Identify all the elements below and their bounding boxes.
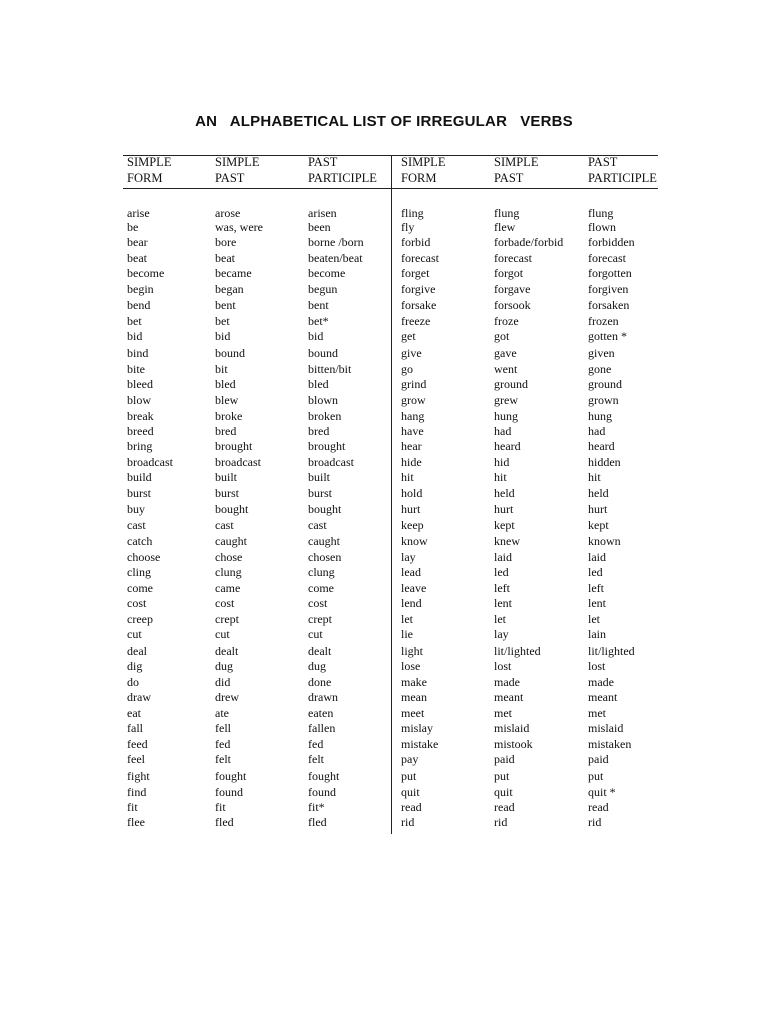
left-simple-form-cell: cut (127, 627, 142, 641)
left-simple-past-cell: cast (215, 518, 234, 532)
right-simple-form-cell: have (401, 424, 424, 438)
left-past-participle-cell: done (308, 675, 332, 689)
right-simple-form-cell: grind (401, 377, 427, 391)
right-past-participle-cell: had (588, 424, 606, 438)
left-past-participle-cell: bid (308, 329, 324, 343)
left-past-participle-cell: found (308, 785, 336, 799)
left-past-participle-cell: bitten/bit (308, 362, 352, 376)
right-past-participle-cell: led (588, 565, 603, 579)
right-past-participle-cell: laid (588, 550, 606, 564)
right-past-participle-cell: meant (588, 690, 618, 704)
right-simple-past-cell: mistook (494, 737, 533, 751)
header-line: SIMPLE (215, 155, 260, 169)
right-simple-past-cell: hid (494, 455, 510, 469)
right-simple-past-cell: had (494, 424, 512, 438)
left-simple-past-cell: bit (215, 362, 228, 376)
left-simple-past-cell: ate (215, 706, 229, 720)
right-past-participle-cell: mistaken (588, 737, 632, 751)
left-simple-form-cell: catch (127, 534, 153, 548)
right-past-participle-cell: let (588, 612, 600, 626)
left-simple-form-cell: feel (127, 752, 145, 766)
header-simple-form-left (127, 154, 171, 186)
left-simple-form-cell: break (127, 409, 154, 423)
right-past-participle-cell: mislaid (588, 721, 624, 735)
left-past-participle-cell: eaten (308, 706, 334, 720)
left-past-participle-cell: crept (308, 612, 332, 626)
left-simple-form-cell: bear (127, 235, 148, 249)
right-simple-past-cell: forgave (494, 282, 531, 296)
right-simple-past-cell: lent (494, 596, 512, 610)
left-past-participle-cell: become (308, 266, 346, 280)
right-simple-past-cell: read (494, 800, 515, 814)
left-past-participle-cell: felt (308, 752, 324, 766)
right-simple-form-cell: hit (401, 470, 414, 484)
left-simple-form-cell: bite (127, 362, 145, 376)
right-past-participle-cell: forgotten (588, 266, 632, 280)
right-simple-form-cell: hide (401, 455, 422, 469)
right-simple-past-cell: meant (494, 690, 524, 704)
right-simple-form-cell: leave (401, 581, 427, 595)
left-past-participle-cell: bound (308, 346, 338, 360)
right-past-participle-cell: lain (588, 627, 606, 641)
header-line: SIMPLE (401, 155, 446, 169)
right-past-participle-cell: met (588, 706, 606, 720)
right-simple-form-cell: quit (401, 785, 420, 799)
right-simple-past-cell: forecast (494, 251, 532, 265)
left-simple-form-cell: deal (127, 644, 147, 658)
right-past-participle-cell: ground (588, 377, 622, 391)
right-simple-past-cell: held (494, 486, 515, 500)
right-simple-form-cell: grow (401, 393, 426, 407)
left-simple-form-cell: build (127, 470, 152, 484)
left-simple-form-cell: dig (127, 659, 143, 673)
right-simple-past-cell: went (494, 362, 518, 376)
left-simple-past-cell: began (215, 282, 244, 296)
left-past-participle-cell: arisen (308, 206, 337, 220)
left-simple-form-cell: buy (127, 502, 145, 516)
right-simple-past-cell: got (494, 329, 510, 343)
left-simple-form-cell: bend (127, 298, 151, 312)
left-past-participle-cell: dealt (308, 644, 332, 658)
left-past-participle-cell: broadcast (308, 455, 354, 469)
right-simple-past-cell: met (494, 706, 512, 720)
right-past-participle-cell: flown (588, 220, 616, 234)
header-simple-past-left (215, 154, 259, 186)
right-simple-form-cell: lose (401, 659, 421, 673)
left-past-participle-cell: begun (308, 282, 338, 296)
right-simple-past-cell: ground (494, 377, 528, 391)
right-simple-past-cell: laid (494, 550, 512, 564)
right-past-participle-cell: lost (588, 659, 606, 673)
left-simple-past-cell: built (215, 470, 238, 484)
right-simple-form-cell: get (401, 329, 416, 343)
left-simple-past-cell: became (215, 266, 252, 280)
header-line: SIMPLE (494, 155, 539, 169)
right-past-participle-cell: given (588, 346, 615, 360)
right-simple-form-cell: pay (401, 752, 419, 766)
right-simple-past-cell: mislaid (494, 721, 530, 735)
left-simple-past-cell: broadcast (215, 455, 261, 469)
right-simple-form-cell: freeze (401, 314, 431, 328)
left-simple-past-cell: fled (215, 815, 234, 829)
right-simple-form-cell: forget (401, 266, 430, 280)
right-simple-past-cell: rid (494, 815, 508, 829)
right-past-participle-cell: quit * (588, 785, 616, 799)
left-past-participle-cell: borne /born (308, 235, 364, 249)
left-past-participle-cell: bred (308, 424, 330, 438)
left-simple-past-cell: arose (215, 206, 241, 220)
left-past-participle-cell: blown (308, 393, 338, 407)
left-simple-form-cell: fight (127, 769, 150, 783)
left-simple-past-cell: bet (215, 314, 230, 328)
left-simple-past-cell: brought (215, 439, 253, 453)
left-past-participle-cell: fit* (308, 800, 325, 814)
right-simple-form-cell: forsake (401, 298, 437, 312)
right-past-participle-cell: forgiven (588, 282, 629, 296)
right-past-participle-cell: lit/lighted (588, 644, 635, 658)
left-simple-past-cell: bred (215, 424, 237, 438)
right-past-participle-cell: kept (588, 518, 609, 532)
left-simple-form-cell: choose (127, 550, 161, 564)
right-simple-past-cell: forbade/forbid (494, 235, 564, 249)
left-simple-form-cell: feed (127, 737, 148, 751)
right-simple-past-cell: grew (494, 393, 518, 407)
right-simple-past-cell: knew (494, 534, 520, 548)
right-simple-form-cell: put (401, 769, 417, 783)
right-simple-past-cell: quit (494, 785, 513, 799)
left-simple-form-cell: draw (127, 690, 151, 704)
left-simple-form-cell: breed (127, 424, 154, 438)
right-simple-form-cell: fly (401, 220, 415, 234)
left-simple-past-cell: bled (215, 377, 236, 391)
right-simple-past-cell: forgot (494, 266, 524, 280)
right-simple-form-cell: give (401, 346, 422, 360)
left-past-participle-cell: clung (308, 565, 335, 579)
left-simple-past-cell: drew (215, 690, 239, 704)
left-simple-form-cell: creep (127, 612, 153, 626)
left-past-participle-cell: cast (308, 518, 327, 532)
header-line: PAST (308, 155, 338, 169)
left-simple-past-cell: broke (215, 409, 243, 423)
right-simple-form-cell: hear (401, 439, 422, 453)
right-simple-past-cell: froze (494, 314, 519, 328)
right-simple-past-cell: hit (494, 470, 507, 484)
right-simple-form-cell: lay (401, 550, 416, 564)
right-past-participle-cell: put (588, 769, 604, 783)
right-simple-past-cell: put (494, 769, 510, 783)
right-simple-past-cell: flung (494, 206, 520, 220)
right-simple-past-cell: left (494, 581, 510, 595)
header-line: PAST (588, 155, 618, 169)
left-simple-form-cell: fit (127, 800, 138, 814)
right-simple-form-cell: mean (401, 690, 427, 704)
left-simple-form-cell: beat (127, 251, 147, 265)
left-simple-past-cell: fit (215, 800, 226, 814)
right-simple-form-cell: keep (401, 518, 424, 532)
left-simple-past-cell: cut (215, 627, 230, 641)
left-past-participle-cell: cut (308, 627, 323, 641)
left-simple-form-cell: do (127, 675, 139, 689)
left-simple-form-cell: be (127, 220, 139, 234)
left-simple-form-cell: bid (127, 329, 143, 343)
right-simple-form-cell: go (401, 362, 413, 376)
left-past-participle-cell: bent (308, 298, 329, 312)
header-line: PARTICIPLE (588, 171, 657, 185)
right-simple-past-cell: paid (494, 752, 515, 766)
left-simple-form-cell: cost (127, 596, 147, 610)
left-past-participle-cell: fought (308, 769, 340, 783)
left-simple-form-cell: cling (127, 565, 151, 579)
left-simple-past-cell: came (215, 581, 241, 595)
right-past-participle-cell: grown (588, 393, 619, 407)
left-past-participle-cell: chosen (308, 550, 342, 564)
right-simple-form-cell: let (401, 612, 413, 626)
left-simple-past-cell: found (215, 785, 243, 799)
header-past-participle-left (308, 154, 377, 186)
right-simple-form-cell: hang (401, 409, 425, 423)
left-past-participle-cell: bet* (308, 314, 329, 328)
left-simple-form-cell: burst (127, 486, 151, 500)
right-simple-form-cell: forbid (401, 235, 431, 249)
left-simple-form-cell: bring (127, 439, 153, 453)
right-simple-past-cell: lit/lighted (494, 644, 541, 658)
left-past-participle-cell: beaten/beat (308, 251, 363, 265)
left-simple-past-cell: chose (215, 550, 243, 564)
left-simple-form-cell: begin (127, 282, 154, 296)
left-simple-past-cell: bought (215, 502, 249, 516)
left-simple-form-cell: eat (127, 706, 141, 720)
left-simple-past-cell: bore (215, 235, 237, 249)
left-simple-form-cell: find (127, 785, 147, 799)
left-past-participle-cell: fled (308, 815, 327, 829)
right-past-participle-cell: held (588, 486, 609, 500)
left-simple-past-cell: burst (215, 486, 239, 500)
right-simple-form-cell: light (401, 644, 424, 658)
left-past-participle-cell: been (308, 220, 331, 234)
right-simple-past-cell: hung (494, 409, 518, 423)
left-simple-past-cell: was, were (215, 220, 263, 234)
right-simple-past-cell: hurt (494, 502, 514, 516)
left-past-participle-cell: fallen (308, 721, 336, 735)
left-simple-form-cell: come (127, 581, 153, 595)
right-past-participle-cell: paid (588, 752, 609, 766)
right-past-participle-cell: made (588, 675, 614, 689)
right-past-participle-cell: left (588, 581, 604, 595)
right-past-participle-cell: hit (588, 470, 601, 484)
left-past-participle-cell: drawn (308, 690, 338, 704)
header-line: FORM (401, 171, 437, 185)
left-simple-past-cell: beat (215, 251, 235, 265)
right-simple-form-cell: lie (401, 627, 413, 641)
left-simple-past-cell: crept (215, 612, 239, 626)
header-line: PAST (215, 171, 245, 185)
header-simple-past-right (494, 154, 538, 186)
left-simple-form-cell: broadcast (127, 455, 173, 469)
right-simple-past-cell: kept (494, 518, 515, 532)
right-simple-form-cell: hurt (401, 502, 421, 516)
right-simple-form-cell: hold (401, 486, 423, 500)
left-simple-form-cell: bleed (127, 377, 153, 391)
column-divider (391, 155, 392, 834)
left-past-participle-cell: broken (308, 409, 342, 423)
left-simple-past-cell: fed (215, 737, 231, 751)
right-past-participle-cell: flung (588, 206, 614, 220)
left-simple-past-cell: bid (215, 329, 231, 343)
left-simple-form-cell: become (127, 266, 165, 280)
right-simple-past-cell: forsook (494, 298, 531, 312)
left-past-participle-cell: caught (308, 534, 340, 548)
right-simple-form-cell: rid (401, 815, 415, 829)
right-past-participle-cell: hung (588, 409, 612, 423)
left-simple-past-cell: caught (215, 534, 247, 548)
right-simple-form-cell: mistake (401, 737, 439, 751)
left-past-participle-cell: burst (308, 486, 332, 500)
right-simple-form-cell: read (401, 800, 422, 814)
right-past-participle-cell: known (588, 534, 621, 548)
left-simple-past-cell: fought (215, 769, 247, 783)
right-simple-form-cell: lend (401, 596, 422, 610)
header-line: SIMPLE (127, 155, 172, 169)
left-simple-past-cell: blew (215, 393, 239, 407)
left-simple-past-cell: bound (215, 346, 245, 360)
left-past-participle-cell: cost (308, 596, 328, 610)
left-past-participle-cell: bought (308, 502, 342, 516)
right-past-participle-cell: rid (588, 815, 602, 829)
left-simple-past-cell: clung (215, 565, 242, 579)
right-past-participle-cell: frozen (588, 314, 619, 328)
left-past-participle-cell: built (308, 470, 331, 484)
right-simple-form-cell: mislay (401, 721, 433, 735)
header-line: FORM (127, 171, 163, 185)
header-simple-form-right (401, 154, 445, 186)
left-simple-past-cell: felt (215, 752, 231, 766)
left-simple-past-cell: dug (215, 659, 233, 673)
left-past-participle-cell: fed (308, 737, 324, 751)
left-simple-form-cell: cast (127, 518, 146, 532)
right-simple-form-cell: fling (401, 206, 424, 220)
right-past-participle-cell: read (588, 800, 609, 814)
left-simple-form-cell: arise (127, 206, 150, 220)
left-past-participle-cell: dug (308, 659, 326, 673)
right-simple-past-cell: lay (494, 627, 509, 641)
header-line: PAST (494, 171, 524, 185)
right-past-participle-cell: hurt (588, 502, 608, 516)
left-simple-form-cell: bet (127, 314, 142, 328)
right-simple-past-cell: made (494, 675, 520, 689)
left-past-participle-cell: brought (308, 439, 346, 453)
right-simple-form-cell: know (401, 534, 428, 548)
page-title: AN ALPHABETICAL LIST OF IRREGULAR VERBS (195, 113, 573, 130)
right-simple-form-cell: meet (401, 706, 425, 720)
right-simple-form-cell: make (401, 675, 427, 689)
left-simple-past-cell: dealt (215, 644, 239, 658)
left-simple-form-cell: bind (127, 346, 149, 360)
header-line: PARTICIPLE (308, 171, 377, 185)
right-past-participle-cell: lent (588, 596, 606, 610)
left-simple-form-cell: flee (127, 815, 145, 829)
right-simple-past-cell: flew (494, 220, 516, 234)
right-simple-past-cell: lost (494, 659, 512, 673)
right-past-participle-cell: hidden (588, 455, 621, 469)
left-simple-past-cell: bent (215, 298, 236, 312)
right-simple-past-cell: heard (494, 439, 521, 453)
right-past-participle-cell: gone (588, 362, 612, 376)
right-simple-form-cell: lead (401, 565, 421, 579)
left-simple-past-cell: did (215, 675, 231, 689)
left-simple-form-cell: fall (127, 721, 143, 735)
right-past-participle-cell: forsaken (588, 298, 630, 312)
left-simple-past-cell: cost (215, 596, 235, 610)
right-past-participle-cell: heard (588, 439, 615, 453)
right-past-participle-cell: gotten * (588, 329, 627, 343)
right-past-participle-cell: forecast (588, 251, 626, 265)
header-past-participle-right (588, 154, 657, 186)
right-simple-form-cell: forecast (401, 251, 439, 265)
right-simple-past-cell: let (494, 612, 506, 626)
left-simple-form-cell: blow (127, 393, 151, 407)
right-simple-past-cell: led (494, 565, 509, 579)
left-past-participle-cell: bled (308, 377, 329, 391)
left-simple-past-cell: fell (215, 721, 231, 735)
left-past-participle-cell: come (308, 581, 334, 595)
right-past-participle-cell: forbidden (588, 235, 635, 249)
right-simple-form-cell: forgive (401, 282, 436, 296)
right-simple-past-cell: gave (494, 346, 517, 360)
